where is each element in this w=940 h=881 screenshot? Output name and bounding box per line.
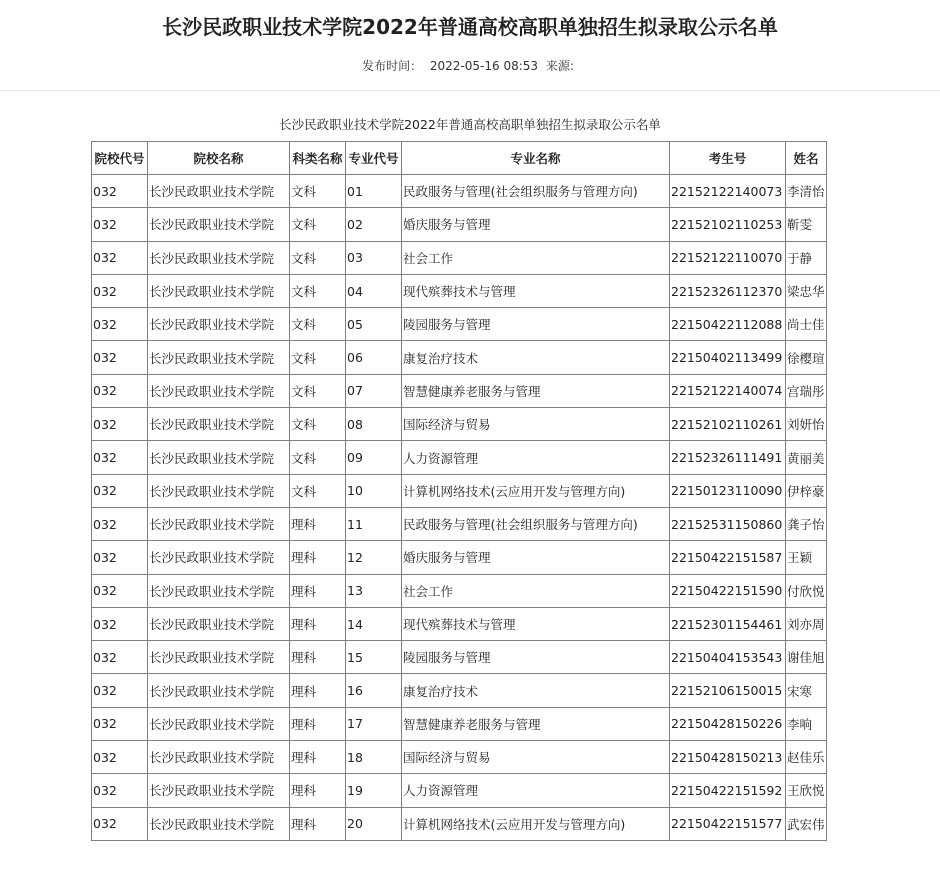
- exam-number-cell: 22152122110070: [670, 241, 786, 274]
- column-header-school-code: 院校代号: [92, 142, 148, 175]
- category-cell: 理科: [290, 741, 346, 774]
- exam-number-cell: 22150428150213: [670, 741, 786, 774]
- exam-number-cell: 22152301154461: [670, 607, 786, 640]
- column-header-category: 科类名称: [290, 142, 346, 175]
- school-name-cell: 长沙民政职业技术学院: [148, 774, 290, 807]
- exam-number-cell: 22152326112370: [670, 274, 786, 307]
- column-header-major-name: 专业名称: [402, 142, 670, 175]
- exam-number-cell: 22152326111491: [670, 441, 786, 474]
- table-body: [92, 175, 827, 841]
- category-cell: 理科: [290, 674, 346, 707]
- major-code-cell: 02: [346, 208, 402, 241]
- school-code-cell: 032: [92, 774, 148, 807]
- category-cell: 文科: [290, 408, 346, 441]
- exam-number-cell: 22150422151577: [670, 807, 786, 840]
- school-name-cell: 长沙民政职业技术学院: [148, 674, 290, 707]
- school-code-cell: 032: [92, 607, 148, 640]
- table-row: [92, 474, 827, 507]
- category-cell: 文科: [290, 308, 346, 341]
- student-name-cell: 伊梓豪: [786, 474, 827, 507]
- exam-number-cell: 22150428150226: [670, 707, 786, 740]
- school-name-cell: 长沙民政职业技术学院: [148, 707, 290, 740]
- major-name-cell: 社会工作: [402, 241, 670, 274]
- source-label: 来源:: [545, 59, 574, 73]
- major-name-cell: 社会工作: [402, 574, 670, 607]
- school-code-cell: 032: [92, 474, 148, 507]
- table-row: [92, 741, 827, 774]
- table-row: [92, 441, 827, 474]
- school-name-cell: 长沙民政职业技术学院: [148, 274, 290, 307]
- school-code-cell: 032: [92, 574, 148, 607]
- table-row: [92, 208, 827, 241]
- category-cell: 文科: [290, 175, 346, 208]
- student-name-cell: 尚士佳: [786, 308, 827, 341]
- category-cell: 文科: [290, 474, 346, 507]
- major-name-cell: 计算机网络技术(云应用开发与管理方向): [402, 807, 670, 840]
- table-row: [92, 175, 827, 208]
- student-name-cell: 宋寒: [786, 674, 827, 707]
- exam-number-cell: 22150422151592: [670, 774, 786, 807]
- column-header-student-name: 姓名: [786, 142, 827, 175]
- major-name-cell: 民政服务与管理(社会组织服务与管理方向): [402, 507, 670, 540]
- major-name-cell: 人力资源管理: [402, 441, 670, 474]
- exam-number-cell: 22150123110090: [670, 474, 786, 507]
- major-code-cell: 08: [346, 408, 402, 441]
- school-name-cell: 长沙民政职业技术学院: [148, 408, 290, 441]
- school-code-cell: 032: [92, 507, 148, 540]
- table-row: [92, 674, 827, 707]
- school-name-cell: 长沙民政职业技术学院: [148, 607, 290, 640]
- exam-number-cell: 22150422112088: [670, 308, 786, 341]
- table-row: [92, 507, 827, 540]
- student-name-cell: 武宏伟: [786, 807, 827, 840]
- student-name-cell: 李清怡: [786, 175, 827, 208]
- school-name-cell: 长沙民政职业技术学院: [148, 574, 290, 607]
- school-code-cell: 032: [92, 274, 148, 307]
- school-code-cell: 032: [92, 674, 148, 707]
- exam-number-cell: 22150422151587: [670, 541, 786, 574]
- category-cell: 理科: [290, 641, 346, 674]
- student-name-cell: 刘亦周: [786, 607, 827, 640]
- article-header: [0, 0, 940, 91]
- category-cell: 文科: [290, 208, 346, 241]
- student-name-cell: 谢佳旭: [786, 641, 827, 674]
- table-row: [92, 541, 827, 574]
- category-cell: 文科: [290, 241, 346, 274]
- student-name-cell: 赵佳乐: [786, 741, 827, 774]
- school-code-cell: 032: [92, 241, 148, 274]
- admission-table: [91, 141, 827, 841]
- exam-number-cell: 22152122140073: [670, 175, 786, 208]
- column-header-exam-number: 考生号: [670, 142, 786, 175]
- school-name-cell: 长沙民政职业技术学院: [148, 641, 290, 674]
- category-cell: 理科: [290, 574, 346, 607]
- publish-time: 2022-05-16 08:53: [429, 59, 539, 73]
- major-name-cell: 民政服务与管理(社会组织服务与管理方向): [402, 175, 670, 208]
- student-name-cell: 龚子怡: [786, 507, 827, 540]
- school-name-cell: 长沙民政职业技术学院: [148, 175, 290, 208]
- category-cell: 理科: [290, 607, 346, 640]
- table-row: [92, 807, 827, 840]
- exam-number-cell: 22152122140074: [670, 374, 786, 407]
- major-code-cell: 09: [346, 441, 402, 474]
- category-cell: 理科: [290, 541, 346, 574]
- school-name-cell: 长沙民政职业技术学院: [148, 474, 290, 507]
- major-name-cell: 智慧健康养老服务与管理: [402, 374, 670, 407]
- major-code-cell: 18: [346, 741, 402, 774]
- category-cell: 文科: [290, 341, 346, 374]
- major-code-cell: 13: [346, 574, 402, 607]
- category-cell: 理科: [290, 507, 346, 540]
- school-name-cell: 长沙民政职业技术学院: [148, 541, 290, 574]
- table-caption: 长沙民政职业技术学院2022年普通高校高职单独招生拟录取公示名单: [279, 117, 661, 132]
- student-name-cell: 宫瑞彤: [786, 374, 827, 407]
- category-cell: 理科: [290, 807, 346, 840]
- major-name-cell: 国际经济与贸易: [402, 408, 670, 441]
- article-meta: [0, 58, 940, 74]
- page-title: 长沙民政职业技术学院2022年普通高校高职单独招生拟录取公示名单: [162, 15, 778, 39]
- major-code-cell: 06: [346, 341, 402, 374]
- table-row: [92, 274, 827, 307]
- major-code-cell: 17: [346, 707, 402, 740]
- school-name-cell: 长沙民政职业技术学院: [148, 341, 290, 374]
- major-code-cell: 03: [346, 241, 402, 274]
- major-code-cell: 14: [346, 607, 402, 640]
- student-name-cell: 梁忠华: [786, 274, 827, 307]
- school-code-cell: 032: [92, 807, 148, 840]
- exam-number-cell: 22152102110253: [670, 208, 786, 241]
- school-code-cell: 032: [92, 208, 148, 241]
- major-name-cell: 康复治疗技术: [402, 674, 670, 707]
- major-name-cell: 康复治疗技术: [402, 341, 670, 374]
- major-name-cell: 人力资源管理: [402, 774, 670, 807]
- major-code-cell: 20: [346, 807, 402, 840]
- major-name-cell: 智慧健康养老服务与管理: [402, 707, 670, 740]
- school-name-cell: 长沙民政职业技术学院: [148, 308, 290, 341]
- school-code-cell: 032: [92, 341, 148, 374]
- student-name-cell: 付欣悦: [786, 574, 827, 607]
- major-name-cell: 陵园服务与管理: [402, 641, 670, 674]
- major-code-cell: 12: [346, 541, 402, 574]
- school-code-cell: 032: [92, 641, 148, 674]
- major-name-cell: 现代殡葬技术与管理: [402, 607, 670, 640]
- major-code-cell: 01: [346, 175, 402, 208]
- major-name-cell: 现代殡葬技术与管理: [402, 274, 670, 307]
- major-code-cell: 19: [346, 774, 402, 807]
- major-name-cell: 国际经济与贸易: [402, 741, 670, 774]
- student-name-cell: 黄丽美: [786, 441, 827, 474]
- table-row: [92, 707, 827, 740]
- exam-number-cell: 22152531150860: [670, 507, 786, 540]
- school-code-cell: 032: [92, 408, 148, 441]
- category-cell: 文科: [290, 274, 346, 307]
- major-code-cell: 16: [346, 674, 402, 707]
- school-name-cell: 长沙民政职业技术学院: [148, 374, 290, 407]
- major-code-cell: 07: [346, 374, 402, 407]
- major-name-cell: 婚庆服务与管理: [402, 208, 670, 241]
- school-code-cell: 032: [92, 707, 148, 740]
- exam-number-cell: 22150404153543: [670, 641, 786, 674]
- school-name-cell: 长沙民政职业技术学院: [148, 241, 290, 274]
- school-name-cell: 长沙民政职业技术学院: [148, 208, 290, 241]
- table-row: [92, 774, 827, 807]
- major-code-cell: 15: [346, 641, 402, 674]
- school-name-cell: 长沙民政职业技术学院: [148, 741, 290, 774]
- major-name-cell: 婚庆服务与管理: [402, 541, 670, 574]
- category-cell: 理科: [290, 707, 346, 740]
- school-name-cell: 长沙民政职业技术学院: [148, 441, 290, 474]
- table-header-row: [92, 142, 827, 175]
- student-name-cell: 于静: [786, 241, 827, 274]
- exam-number-cell: 22150402113499: [670, 341, 786, 374]
- major-code-cell: 10: [346, 474, 402, 507]
- student-name-cell: 王颖: [786, 541, 827, 574]
- table-row: [92, 374, 827, 407]
- major-code-cell: 04: [346, 274, 402, 307]
- table-row: [92, 308, 827, 341]
- table-row: [92, 641, 827, 674]
- school-code-cell: 032: [92, 741, 148, 774]
- category-cell: 文科: [290, 374, 346, 407]
- table-row: [92, 574, 827, 607]
- school-code-cell: 032: [92, 441, 148, 474]
- major-name-cell: 陵园服务与管理: [402, 308, 670, 341]
- major-code-cell: 05: [346, 308, 402, 341]
- school-code-cell: 032: [92, 175, 148, 208]
- major-name-cell: 计算机网络技术(云应用开发与管理方向): [402, 474, 670, 507]
- student-name-cell: 王欣悦: [786, 774, 827, 807]
- table-row: [92, 408, 827, 441]
- student-name-cell: 徐樱瑄: [786, 341, 827, 374]
- student-name-cell: 刘妍怡: [786, 408, 827, 441]
- table-row: [92, 341, 827, 374]
- column-header-major-code: 专业代号: [346, 142, 402, 175]
- table-row: [92, 241, 827, 274]
- student-name-cell: 李响: [786, 707, 827, 740]
- student-name-cell: 靳雯: [786, 208, 827, 241]
- exam-number-cell: 22150422151590: [670, 574, 786, 607]
- exam-number-cell: 22152106150015: [670, 674, 786, 707]
- category-cell: 文科: [290, 441, 346, 474]
- school-code-cell: 032: [92, 374, 148, 407]
- school-name-cell: 长沙民政职业技术学院: [148, 807, 290, 840]
- school-code-cell: 032: [92, 541, 148, 574]
- school-name-cell: 长沙民政职业技术学院: [148, 507, 290, 540]
- major-code-cell: 11: [346, 507, 402, 540]
- exam-number-cell: 22152102110261: [670, 408, 786, 441]
- category-cell: 理科: [290, 774, 346, 807]
- publish-time-label: 发布时间：: [362, 59, 423, 73]
- table-row: [92, 607, 827, 640]
- column-header-school-name: 院校名称: [148, 142, 290, 175]
- school-code-cell: 032: [92, 308, 148, 341]
